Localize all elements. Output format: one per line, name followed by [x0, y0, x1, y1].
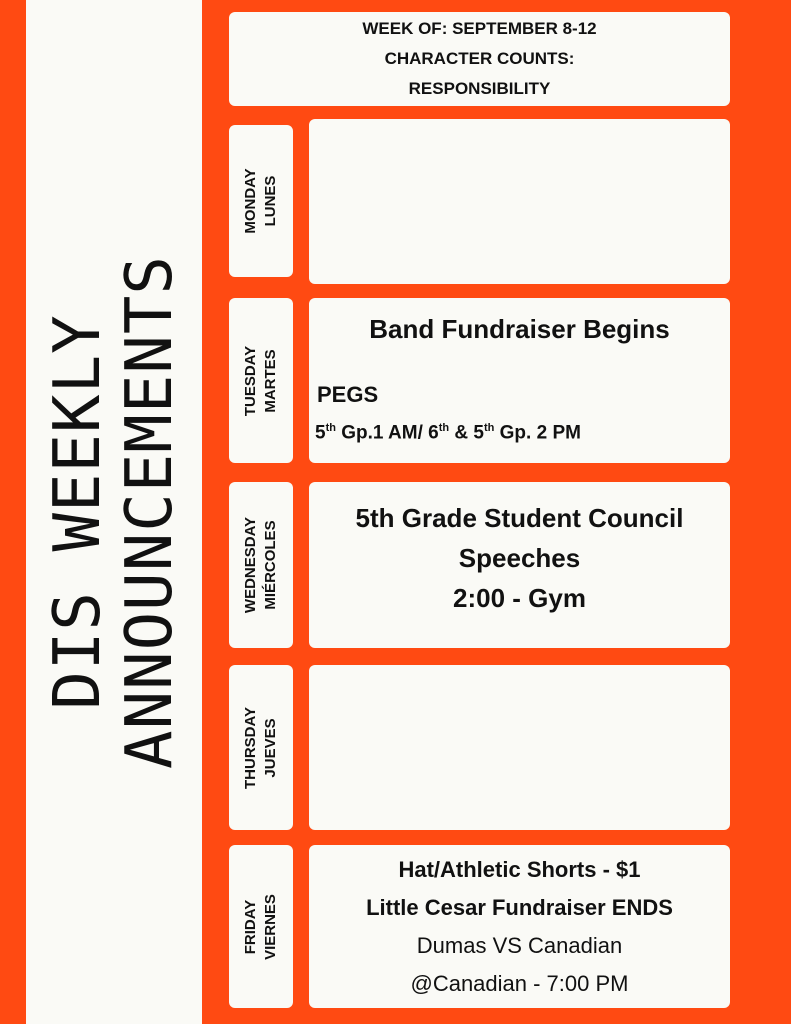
- day-es: JUEVES: [262, 717, 279, 778]
- day-label-monday: [229, 125, 293, 277]
- day-label-tuesday: [229, 298, 293, 463]
- week-header: [229, 12, 730, 106]
- game-matchup: Dumas VS Canadian: [416, 932, 623, 958]
- game-location-time: @Canadian - 7:00 PM: [410, 970, 629, 996]
- day-label-thursday: [229, 665, 293, 830]
- fundraiser-ends: Little Cesar Fundraiser ENDS: [366, 894, 673, 920]
- speeches: Speeches: [458, 543, 581, 573]
- thursday-content: [309, 665, 730, 830]
- day-es: LUNES: [262, 175, 279, 227]
- hat-shorts: Hat/Athletic Shorts - $1: [398, 856, 641, 882]
- day-es: MARTES: [262, 348, 279, 413]
- day-en: MONDAY: [242, 168, 259, 234]
- day-es: VIERNES: [262, 893, 279, 960]
- day-label-wednesday: [229, 482, 293, 648]
- wednesday-content: [309, 482, 730, 648]
- pegs-times: 5th Gp.1 AM/ 6th & 5th Gp. 2 PM: [315, 422, 581, 444]
- day-label-friday: [229, 845, 293, 1008]
- day-en: TUESDAY: [242, 345, 259, 416]
- day-es: MIÉRCOLES: [262, 520, 279, 610]
- student-council: 5th Grade Student Council: [355, 503, 684, 533]
- title-strip: [26, 0, 202, 1024]
- friday-content: [309, 845, 730, 1008]
- character-counts: CHARACTER COUNTS:: [384, 49, 575, 68]
- character-trait: RESPONSIBILITY: [408, 79, 551, 98]
- day-en: THURSDAY: [242, 706, 259, 789]
- tuesday-content: [309, 298, 730, 463]
- pegs-label: PEGS: [317, 382, 379, 407]
- week-of: WEEK OF: SEPTEMBER 8-12: [362, 19, 597, 38]
- speech-time: 2:00 - Gym: [453, 583, 586, 613]
- band-fundraiser: Band Fundraiser Begins: [369, 314, 670, 344]
- day-en: FRIDAY: [242, 899, 259, 954]
- monday-content: [309, 119, 730, 284]
- day-en: WEDNESDAY: [242, 516, 259, 614]
- page-title: [42, 255, 186, 769]
- title-line-2: ANNOUNCEMENTS: [113, 255, 187, 769]
- title-line-1: DIS WEEKLY: [41, 314, 115, 710]
